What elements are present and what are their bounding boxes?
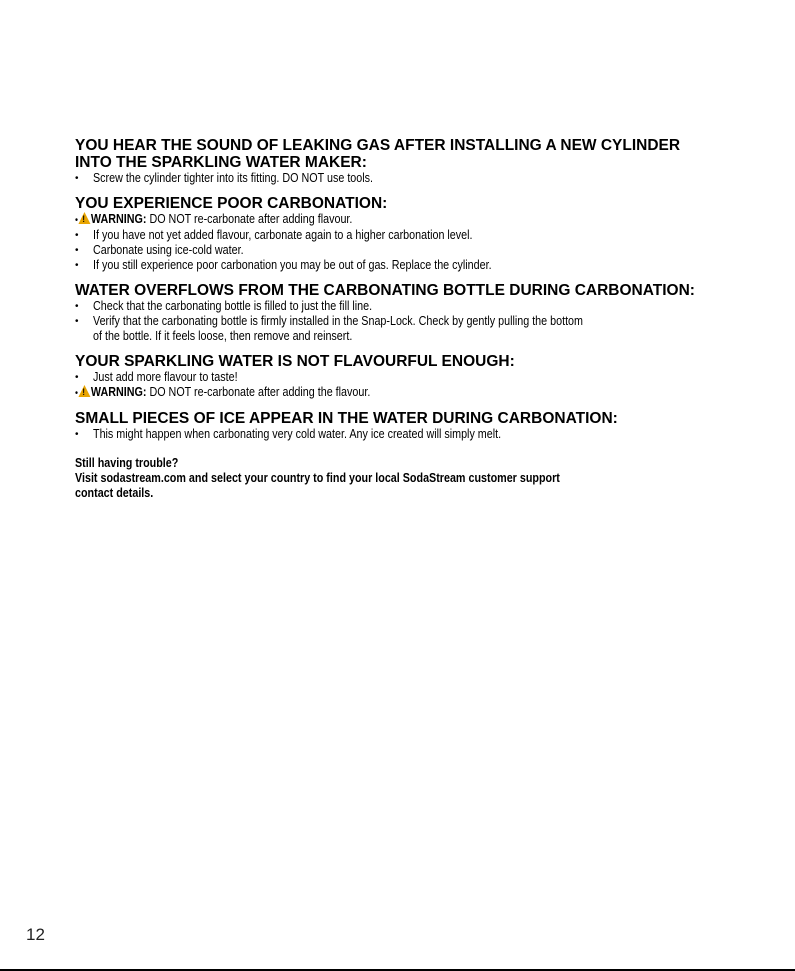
bullet: • [75, 173, 79, 184]
heading-line-2: INTO THE SPARKLING WATER MAKER: [75, 154, 367, 171]
section-heading: SMALL PIECES OF ICE APPEAR IN THE WATER DURING CARBONATION: [75, 410, 618, 427]
warning-triangle-icon: ! [78, 212, 90, 224]
bullet: • [75, 316, 79, 327]
list-item-continuation [75, 329, 735, 344]
warning-triangle-icon: ! [78, 385, 90, 397]
warning-line [75, 385, 735, 401]
bullet: • [75, 372, 79, 383]
section-ice-pieces [75, 410, 735, 442]
heading-line-1: YOU HEAR THE SOUND OF LEAKING GAS AFTER INSTALLING A NEW CYLINDER [75, 137, 681, 154]
list-item [75, 243, 735, 258]
bullet: • [75, 215, 79, 226]
continuation-text: of the bottle. If it feels loose, then remove and reinsert. [93, 329, 353, 343]
warning-text: DO NOT re-carbonate after adding the flavour. [146, 385, 371, 399]
bullet: • [75, 429, 79, 440]
list-item [75, 299, 735, 314]
list-item-text: Check that the carbonating bottle is filled to just the fill line. [93, 299, 373, 313]
bullet: • [75, 301, 79, 312]
list-item [75, 171, 735, 186]
section-poor-carbonation [75, 195, 735, 273]
list-item-text: This might happen when carbonating very cold water. Any ice created will simply melt. [93, 427, 502, 441]
warning-line [75, 212, 735, 228]
warning-label: WARNING: [90, 212, 147, 226]
list-item-text: Just add more flavour to taste! [93, 370, 238, 384]
list-item [75, 258, 735, 273]
section-heading: WATER OVERFLOWS FROM THE CARBONATING BOTTLE DURING CARBONATION: [75, 282, 695, 299]
list-item-text: If you still experience poor carbonation you may be out of gas. Replace the cylinder. [93, 258, 492, 272]
section-water-overflows [75, 282, 735, 344]
list-item [75, 427, 735, 442]
support-line-1: Visit sodastream.com and select your country to find your local SodaStream customer support [75, 471, 560, 485]
section-heading [75, 137, 735, 171]
support-note [75, 456, 735, 501]
support-title: Still having trouble? [75, 456, 179, 470]
support-line-2: contact details. [75, 486, 154, 500]
bullet: • [75, 245, 79, 256]
bullet: • [75, 260, 79, 271]
list-item-text: Screw the cylinder tighter into its fitting. DO NOT use tools. [93, 171, 374, 185]
section-heading: YOU EXPERIENCE POOR CARBONATION: [75, 195, 388, 212]
section-leaking-gas [75, 137, 735, 186]
troubleshooting-content [75, 137, 735, 501]
bullet: • [75, 388, 79, 399]
bullet: • [75, 230, 79, 241]
warning-text: DO NOT re-carbonate after adding flavour. [146, 212, 353, 226]
list-item-text: Carbonate using ice-cold water. [93, 243, 244, 257]
list-item-text: Verify that the carbonating bottle is firmly installed in the Snap-Lock. Check by gently pulling the bottom [93, 314, 583, 328]
page-number: 12 [26, 925, 45, 944]
section-heading: YOUR SPARKLING WATER IS NOT FLAVOURFUL ENOUGH: [75, 353, 515, 370]
list-item [75, 314, 735, 329]
list-item [75, 228, 735, 243]
section-not-flavourful [75, 353, 735, 401]
warning-label: WARNING: [90, 385, 147, 399]
list-item [75, 370, 735, 385]
list-item-text: If you have not yet added flavour, carbonate again to a higher carbonation level. [93, 228, 473, 242]
